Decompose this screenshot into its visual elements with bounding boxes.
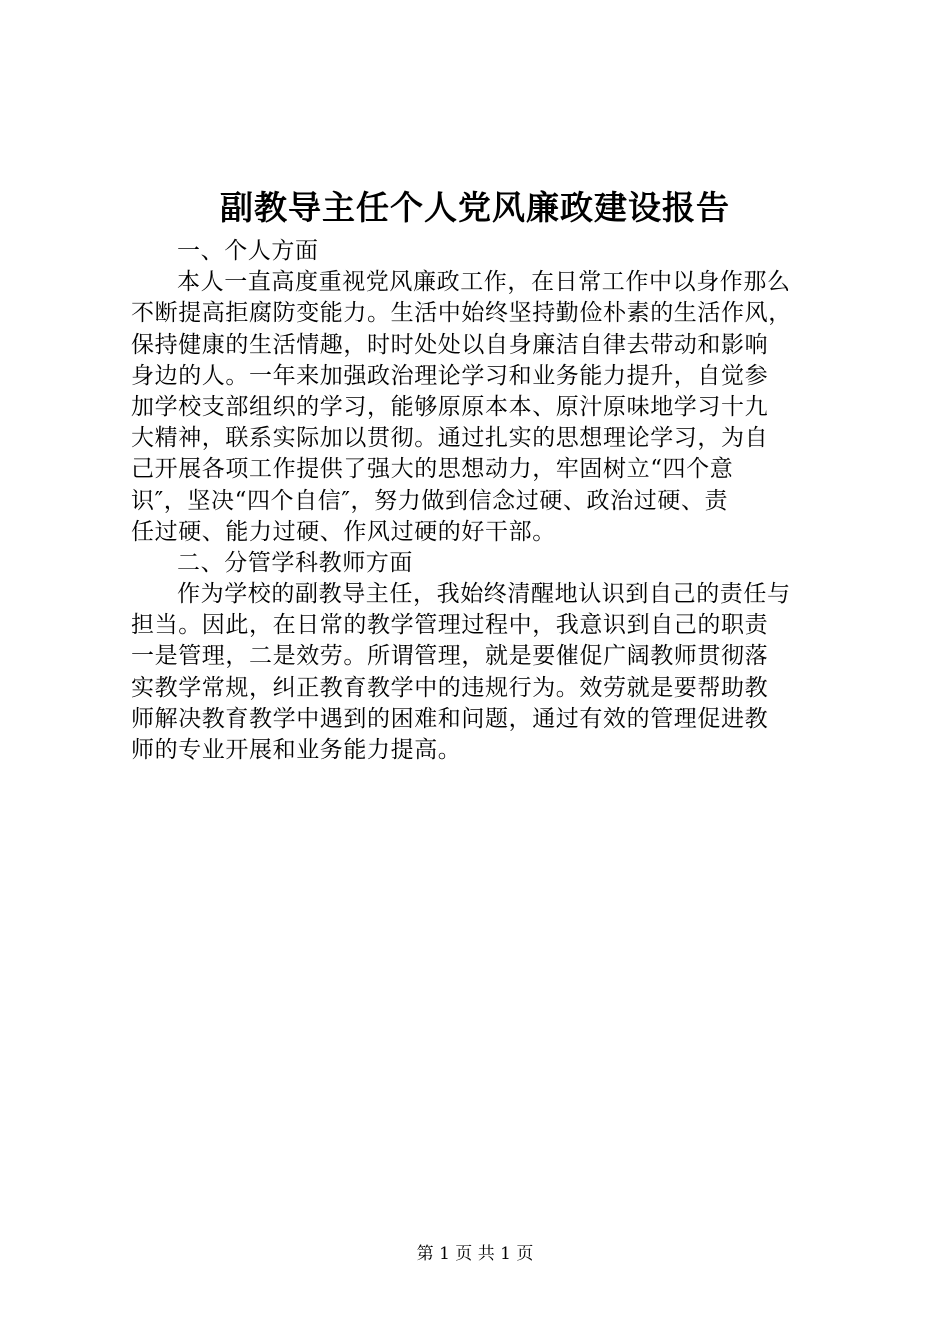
section-heading-teachers: 二、分管学科教师方面 (177, 549, 413, 576)
paragraph-line: 识″，坚决“四个自信″，努力做到信念过硬、政治过硬、责 (131, 487, 729, 514)
paragraph-line: 任过硬、能力过硬、作风过硬的好干部。 (131, 518, 556, 545)
document-body (131, 236, 831, 766)
paragraph-line: 实教学常规，纠正教育教学中的违规行为。效劳就是要帮助教 (131, 674, 769, 701)
document-title: 副教导主任个人党风廉政建设报告 (220, 188, 730, 227)
paragraph-line: 加学校支部组织的学习，能够原原本本、原汁原味地学习十九 (131, 393, 769, 420)
section-heading-personal: 一、个人方面 (177, 238, 319, 264)
paragraph-line: 己开展各项工作提供了强大的思想动力，牢固树立“四个意 (131, 456, 734, 483)
paragraph-line: 一是管理，二是效劳。所谓管理，就是要催促广阔教师贯彻落 (131, 643, 769, 670)
paragraph-line: 本人一直高度重视党风廉政工作，在日常工作中以身作那么 (177, 269, 791, 296)
paragraph-line: 担当。因此，在日常的教学管理过程中，我意识到自己的职责 (131, 612, 769, 639)
paragraph-line: 身边的人。一年来加强政治理论学习和业务能力提升，自觉参 (131, 362, 769, 389)
paragraph-line: 不断提高拒腐防变能力。生活中始终坚持勤俭朴素的生活作风， (131, 300, 792, 327)
paragraph-line: 大精神，联系实际加以贯彻。通过扎实的思想理论学习，为自 (131, 425, 769, 452)
paragraph-line: 作为学校的副教导主任，我始终清醒地认识到自己的责任与 (177, 581, 791, 608)
paragraph-line: 师的专业开展和业务能力提高。 (131, 737, 462, 763)
page-footer: 第 1 页 共 1 页 (416, 1244, 534, 1264)
paragraph-line: 师解决教育教学中遇到的困难和问题，通过有效的管理促进教 (131, 705, 769, 732)
paragraph-line: 保持健康的生活情趣，时时处处以自身廉洁自律去带动和影响 (131, 331, 769, 358)
